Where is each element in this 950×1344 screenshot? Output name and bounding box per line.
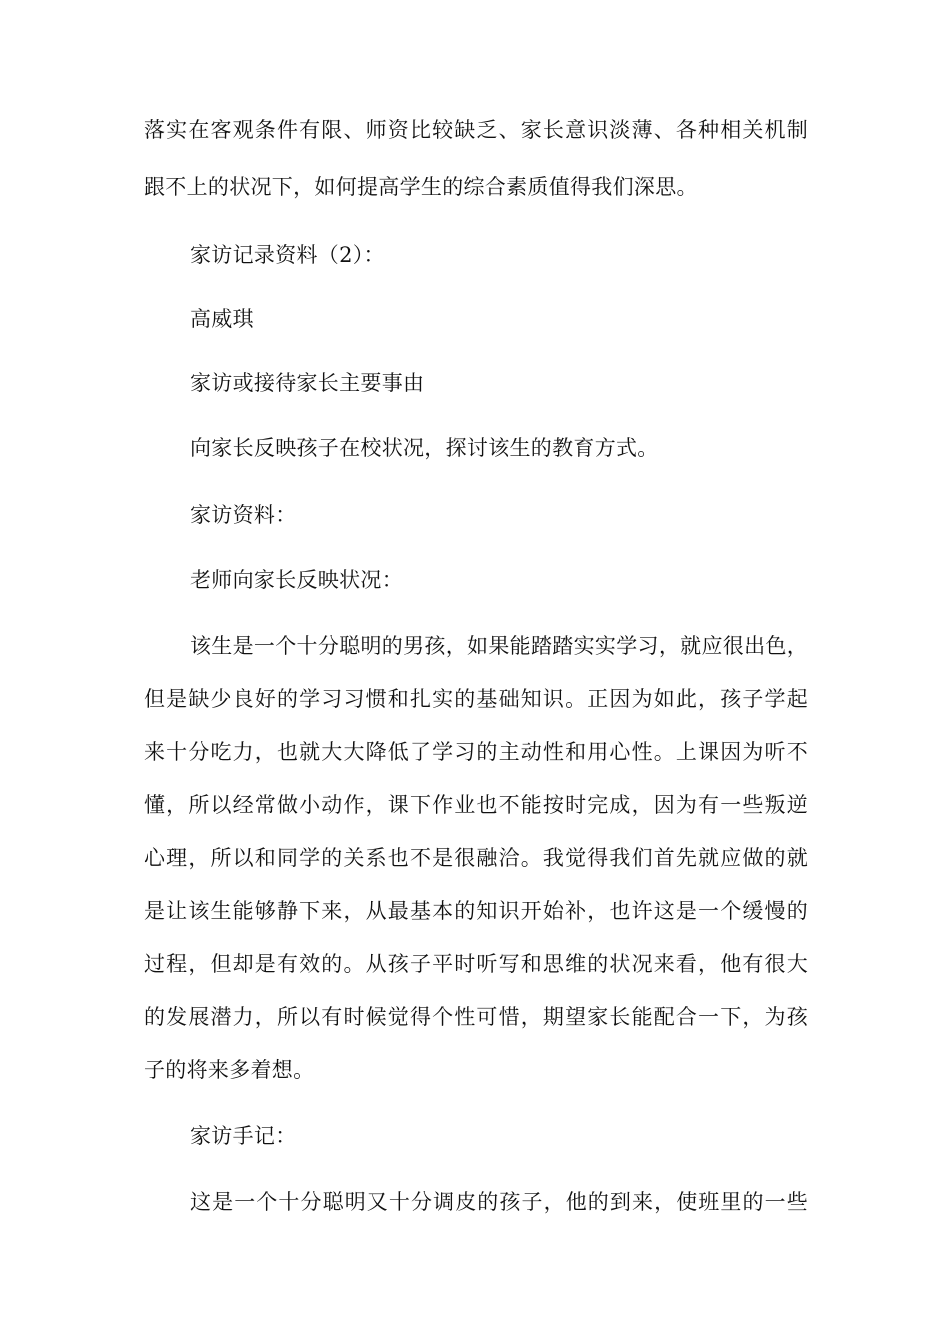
- paragraph-line: 跟不上的状况下，如何提高学生的综合素质值得我们深思。: [144, 175, 698, 199]
- field-label: 家访资料：: [190, 503, 297, 527]
- student-name: 高威琪: [190, 307, 254, 331]
- paragraph-line: 懂，所以经常做小动作，课下作业也不能按时完成，因为有一些叛逆: [144, 793, 808, 817]
- paragraph-line: 是让该生能够静下来，从最基本的知识开始补，也许这是一个缓慢的: [144, 899, 808, 923]
- paragraph-line: 子的将来多着想。: [144, 1058, 315, 1082]
- section-heading: 家访记录资料（2）：: [190, 243, 385, 267]
- field-label: 家访或接待家长主要事由: [190, 371, 425, 395]
- field-value: 向家长反映孩子在校状况，探讨该生的教育方式。: [190, 436, 659, 460]
- paragraph-line: 心理，所以和同学的关系也不是很融洽。我觉得我们首先就应做的就: [144, 846, 808, 870]
- paragraph-line: 但是缺少良好的学习习惯和扎实的基础知识。正因为如此，孩子学起: [144, 687, 808, 711]
- paragraph-line: 这是一个十分聪明又十分调皮的孩子，他的到来，使班里的一些: [190, 1190, 808, 1214]
- paragraph-line: 的发展潜力，所以有时候觉得个性可惜，期望家长能配合一下，为孩: [144, 1005, 808, 1029]
- paragraph-line: 该生是一个十分聪明的男孩，如果能踏踏实实学习，就应很出色，: [190, 634, 808, 658]
- paragraph-line: 落实在客观条件有限、师资比较缺乏、家长意识淡薄、各种相关机制: [144, 118, 808, 142]
- section-heading: 家访手记：: [190, 1124, 297, 1148]
- paragraph-line: 来十分吃力，也就大大降低了学习的主动性和用心性。上课因为听不: [144, 740, 808, 764]
- paragraph-line: 过程，但却是有效的。从孩子平时听写和思维的状况来看，他有很大: [144, 952, 808, 976]
- field-label: 老师向家长反映状况：: [190, 568, 403, 592]
